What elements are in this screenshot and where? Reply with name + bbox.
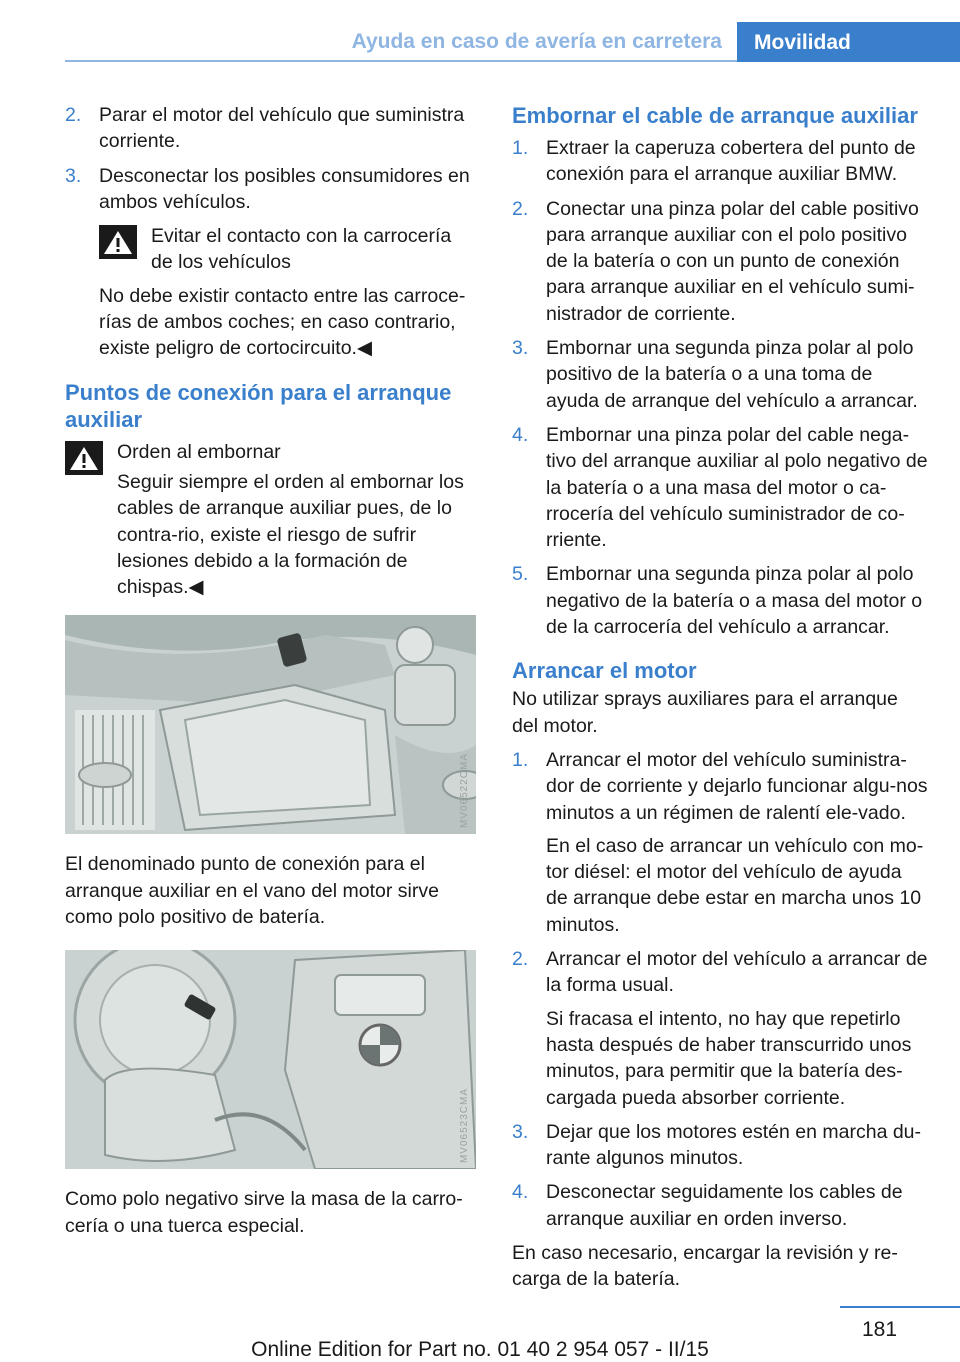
warning-title: Orden al embornar	[117, 440, 281, 463]
chapter-tab: Movilidad	[737, 22, 960, 62]
warning-text	[65, 469, 478, 600]
warning-title: Evitar el contacto con la carrocería de los vehículos	[151, 225, 452, 274]
step-number: 1.	[512, 137, 529, 159]
header-rule	[65, 60, 737, 62]
step-number: 1.	[512, 748, 529, 771]
step-number: 5.	[512, 563, 529, 586]
list-item	[512, 196, 928, 327]
step-number: 3.	[65, 164, 82, 187]
right-column	[512, 102, 928, 1301]
step-number: 2.	[512, 948, 529, 971]
closing-paragraph: En caso necesario, encargar la revisión y re‐carga de la batería.	[512, 1241, 898, 1291]
list-item	[512, 1119, 928, 1172]
list-item	[512, 1179, 928, 1232]
image-code: MV06522CMA	[458, 753, 470, 829]
step-text: Conectar una pinza polar del cable positivo para arranque auxiliar con el polo positivo de la batería o con un punto de conexión para arranque auxiliar en el vehículo sumi‐nistrador de corriente.	[546, 197, 919, 325]
step-text: Embornar una segunda pinza polar al polo negativo de la batería o a masa del motor o de la carrocería del vehículo a arrancar.	[546, 563, 923, 639]
step-number: 4.	[512, 1181, 529, 1204]
caption: Como polo negativo sirve la masa de la carro‐cería o una tuerca especial.	[65, 1188, 463, 1237]
section-heading: Puntos de conexión para el arranque auxiliar	[65, 379, 452, 432]
list-item	[512, 747, 928, 938]
warning-note	[65, 223, 478, 361]
warning-note	[65, 439, 478, 601]
warning-icon	[99, 225, 137, 259]
step-text: Desconectar los posibles consumidores en ambos vehículos.	[99, 164, 470, 213]
warning-text-body: Seguir siempre el orden al embornar los cables de arranque auxiliar pues, de lo contra‐rio, existe el riesgo de sufrir lesiones debido a la formación de chispas.◀	[117, 470, 464, 599]
section-heading: Embornar el cable de arranque auxiliar	[512, 103, 918, 128]
page-number-rule	[840, 1306, 960, 1308]
warning-icon	[65, 441, 103, 475]
warning-text: No debe existir contacto entre las carroce‐rías de ambos coches; en caso contrario, existe peligro de cortocircuito.◀	[99, 284, 466, 360]
section-title: Ayuda en caso de avería en carretera	[351, 30, 722, 53]
step-text: Dejar que los motores estén en marcha du‐rante algunos minutos.	[546, 1120, 922, 1170]
step-text: Embornar una segunda pinza polar al polo positivo de la batería o a una toma de ayuda de arranque del vehículo a arrancar.	[546, 337, 918, 412]
step-text: Desconectar seguidamente los cables de arranque auxiliar en orden inverso.	[546, 1181, 903, 1230]
engine-illustration	[65, 950, 476, 1169]
section-heading: Arrancar el motor	[512, 658, 697, 684]
list-item	[512, 561, 928, 640]
left-column	[65, 102, 478, 1247]
page-header	[0, 0, 960, 62]
step-subtext: En el caso de arrancar un vehículo con mo‐tor diésel: el motor del vehículo de ayuda de arranque debe estar en marcha unos 10 minutos.	[546, 834, 924, 936]
step-number: 4.	[512, 423, 529, 446]
list-item	[512, 422, 928, 553]
engine-illustration	[65, 615, 476, 834]
step-text: Arrancar el motor del vehículo suministra‐dor de corriente y dejarlo funcionar algu‐nos minutos a un régimen de ralentí ele‐vado.	[546, 748, 928, 824]
step-text: Extraer la caperuza cobertera del punto de conexión para el arranque auxiliar BMW.	[546, 137, 916, 186]
list-item	[512, 335, 928, 414]
list-item	[512, 135, 928, 188]
page-number: 181	[862, 1318, 898, 1341]
caption: El denominado punto de conexión para el arranque auxiliar en el vano del motor sirve como polo positivo de batería.	[65, 853, 439, 929]
step-text: Embornar una pinza polar del cable nega‐tivo del arranque auxiliar al polo negativo de la batería o a una masa del motor o ca‐rrocería del vehículo suministrador de co‐rriente.	[546, 423, 928, 552]
footer-edition: Online Edition for Part no. 01 40 2 954 057 - II/15	[251, 1338, 709, 1361]
image-code: MV06523CMA	[458, 1088, 470, 1164]
step-number: 2.	[65, 104, 82, 126]
list-item	[512, 946, 928, 1111]
step-text: Arrancar el motor del vehículo a arrancar de la forma usual.	[546, 948, 928, 997]
step-number: 3.	[512, 337, 529, 360]
step-text: Parar el motor del vehículo que suministra corriente.	[99, 104, 465, 153]
step-number: 2.	[512, 197, 529, 220]
intro-paragraph: No utilizar sprays auxiliares para el arranque del motor.	[512, 688, 898, 737]
engine-bay-photo-positive	[65, 615, 476, 834]
list-item	[65, 102, 478, 155]
step-subtext: Si fracasa el intento, no hay que repetirlo hasta después de haber transcurrido unos minutos, para permitir que la batería des‐cargada pueda absorber corriente.	[546, 1007, 912, 1109]
engine-bay-photo-negative	[65, 950, 476, 1169]
step-number: 3.	[512, 1120, 529, 1143]
list-item	[65, 163, 478, 216]
